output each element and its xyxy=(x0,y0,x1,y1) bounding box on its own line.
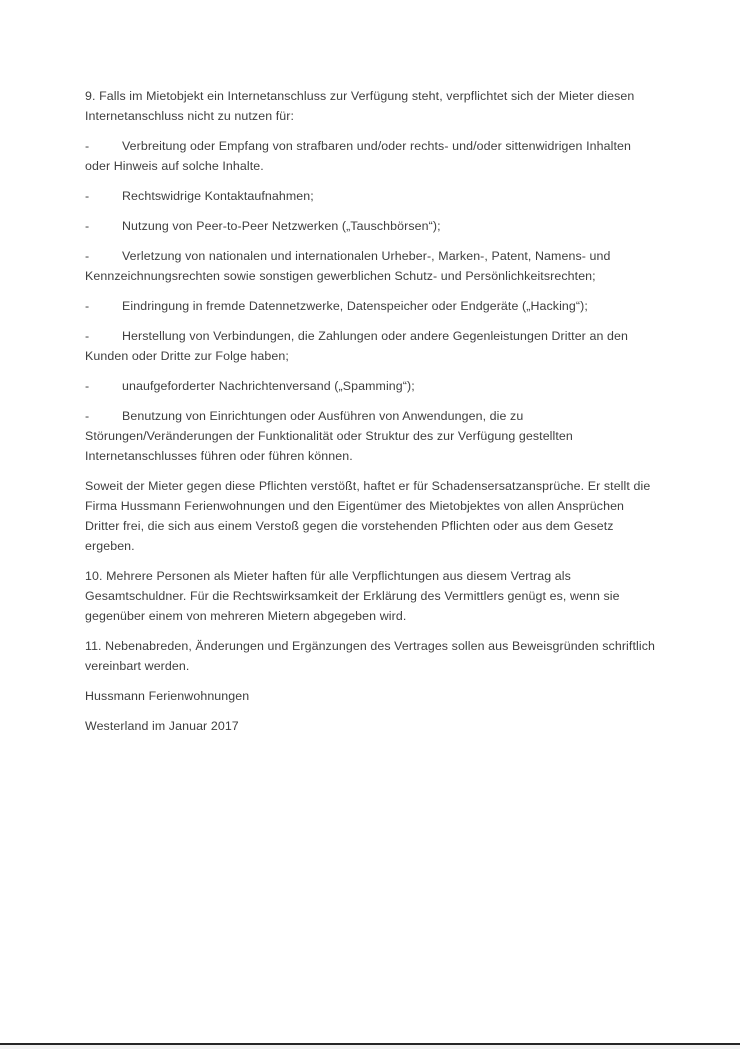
bullet-item-spamming xyxy=(85,376,658,396)
bullet-dash: - xyxy=(85,299,90,313)
bullet-item-peer-to-peer xyxy=(85,216,658,236)
bullet-item-disruptive-use xyxy=(85,406,658,466)
bullet-dash: - xyxy=(85,379,90,393)
clause-10-joint-liability: 10. Mehrere Personen als Mieter haften für alle Verpflichtungen aus diesem Vertrag als Gesamtschuldner. Für die Rechtswirksamkeit der Erklärung des Vermittlers genügt es, wenn sie gegenüber einem von mehreren Mietern abgegeben wird. xyxy=(85,569,620,623)
bullet-item-hacking xyxy=(85,296,658,316)
bullet-item-rights-violation xyxy=(85,246,658,286)
clause-11-written-form: 11. Nebenabreden, Änderungen und Ergänzungen des Vertrages sollen aus Beweisgründen schriftlich vereinbart werden. xyxy=(85,639,655,673)
bullet-item-unlawful-contact xyxy=(85,186,658,206)
bullet-text: Verbreitung oder Empfang von strafbaren und/oder rechts- und/oder sittenwidrigen Inhalten oder Hinweis auf solche Inhalte. xyxy=(85,139,631,173)
bullet-item-paid-connections xyxy=(85,326,658,366)
bullet-text: Herstellung von Verbindungen, die Zahlungen oder andere Gegenleistungen Dritter an den Kunden oder Dritte zur Folge haben; xyxy=(85,329,628,363)
bullet-text: Verletzung von nationalen und internationalen Urheber-, Marken-, Patent, Namens- und Kennzeichnungsrechten sowie sonstigen gewerblichen Schutz- und Persönlichkeitsrechten; xyxy=(85,249,611,283)
clause-9-liability: Soweit der Mieter gegen diese Pflichten verstößt, haftet er für Schadensersatzansprüche. Er stellt die Firma Hussmann Ferienwohnungen und den Eigentümer des Mietobjektes von allen Ansprüchen Dritter frei, die sich aus einem Verstoß gegen die vorstehenden Pflichten oder aus dem Gesetz ergeben. xyxy=(85,479,651,553)
bullet-text: Nutzung von Peer-to-Peer Netzwerken („Tauschbörsen“); xyxy=(122,219,441,233)
bullet-dash: - xyxy=(85,139,90,153)
bullet-dash: - xyxy=(85,249,90,263)
bullet-text: Benutzung von Einrichtungen oder Ausführen von Anwendungen, die zu Störungen/⁠Veränderungen der Funktionalität oder Struktur des zur Verfügung gestellten Internetanschlusses führen oder führen können. xyxy=(85,409,573,463)
bullet-text: Rechtswidrige Kontaktaufnahmen; xyxy=(122,189,314,203)
bullet-item-illegal-content xyxy=(85,136,658,176)
signature-company: Hussmann Ferienwohnungen xyxy=(85,689,250,703)
bullet-dash: - xyxy=(85,189,90,203)
clause-9-intro: 9. Falls im Mietobjekt ein Internetanschluss zur Verfügung steht, verpflichtet sich der Mieter diesen Internetanschluss nicht zu nutzen für: xyxy=(85,89,635,123)
bullet-text: Eindringung in fremde Datennetzwerke, Datenspeicher oder Endgeräte („Hacking“); xyxy=(122,299,588,313)
bullet-dash: - xyxy=(85,409,90,423)
bullet-dash: - xyxy=(85,219,90,233)
scan-bottom-edge xyxy=(0,1043,740,1049)
bullet-text: unaufgeforderter Nachrichtenversand („Spamming“); xyxy=(122,379,415,393)
bullet-dash: - xyxy=(85,329,90,343)
signature-place-date: Westerland im Januar 2017 xyxy=(85,719,239,733)
